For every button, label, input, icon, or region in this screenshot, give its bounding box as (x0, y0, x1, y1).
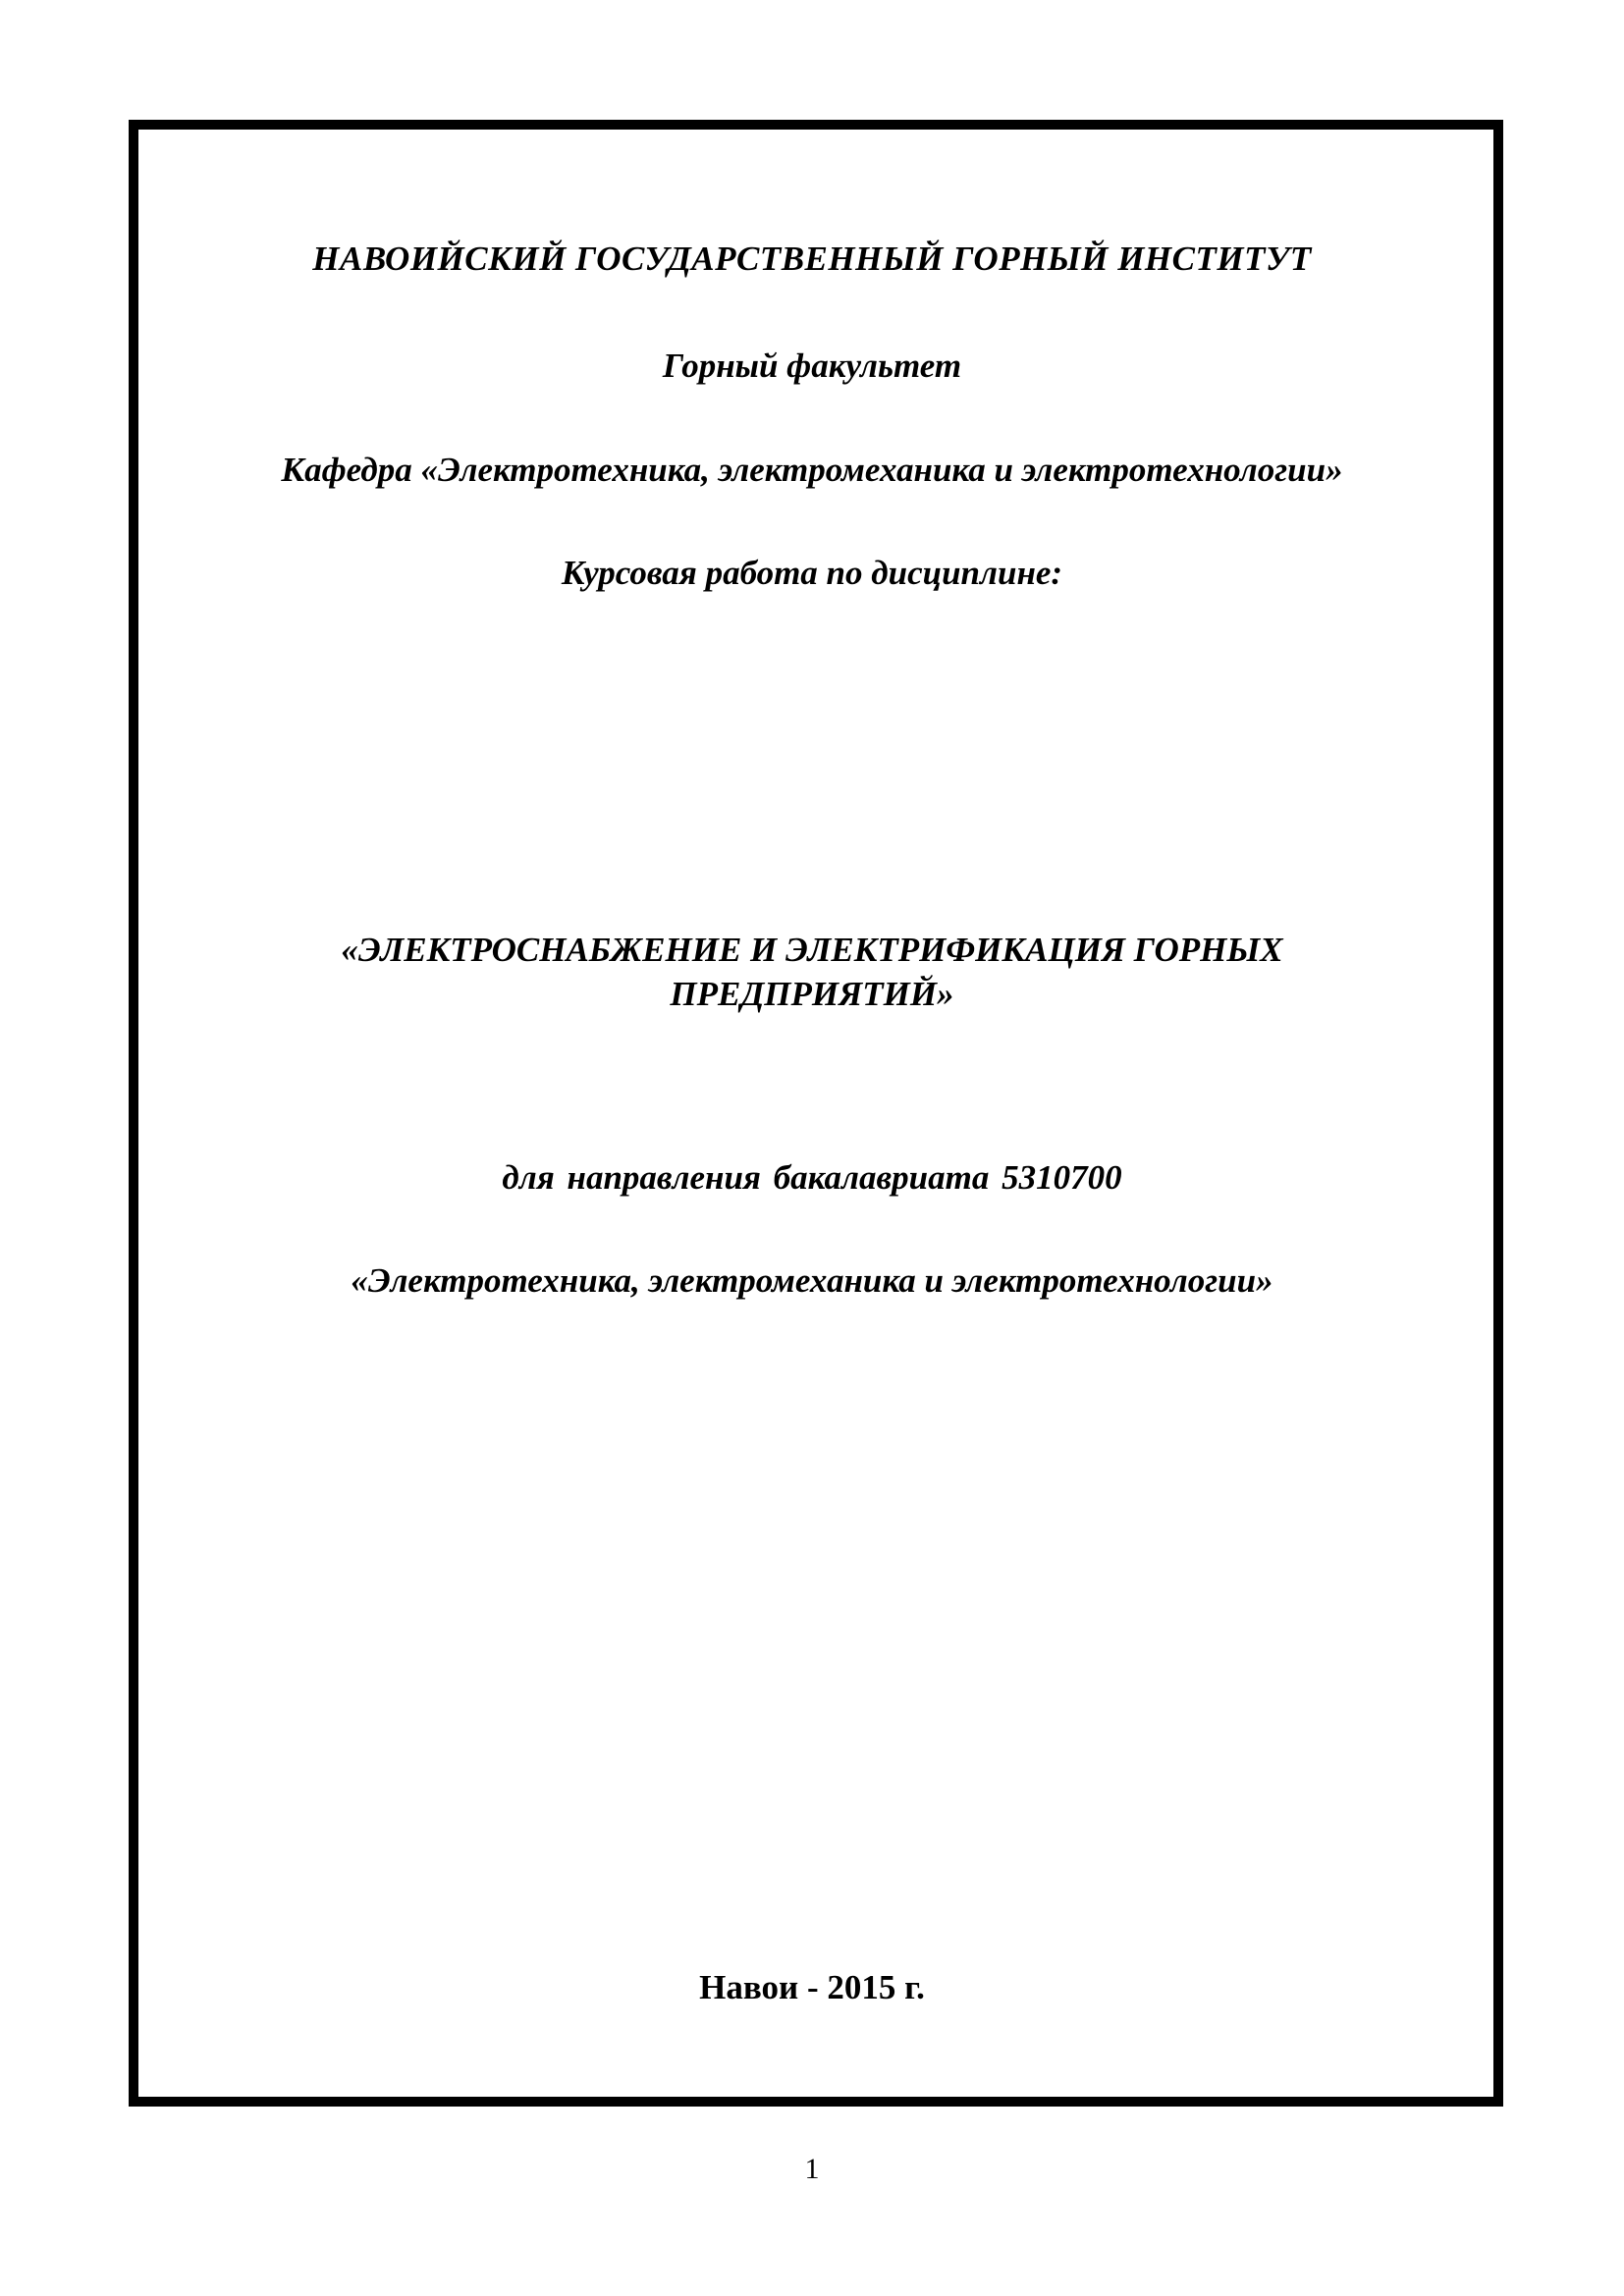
page-number: 1 (804, 2153, 820, 2185)
work-title-line-1: «ЭЛЕКТРОСНАБЖЕНИЕ И ЭЛЕКТРИФИКАЦИЯ ГОРНЫХ (341, 931, 1283, 969)
specialty-name: «Электротехника, электромеханика и электротехнологии» (351, 1261, 1273, 1300)
institute-name: НАВОИЙСКИЙ ГОСУДАРСТВЕННЫЙ ГОРНЫЙ ИНСТИТУТ (312, 240, 1312, 278)
place-and-year: Навои - 2015 г. (699, 1968, 925, 2006)
work-title-line-2: ПРЕДПРИЯТИЙ» (670, 975, 954, 1013)
page-border-frame (129, 120, 1503, 2107)
bachelor-direction: для направления бакалавриата 5310700 (502, 1158, 1122, 1197)
faculty-name: Горный факультет (662, 347, 962, 385)
department-name: Кафедра «Электротехника, электромеханика и электротехнологии» (281, 451, 1343, 489)
discipline-intro: Курсовая работа по дисциплине: (561, 554, 1063, 592)
